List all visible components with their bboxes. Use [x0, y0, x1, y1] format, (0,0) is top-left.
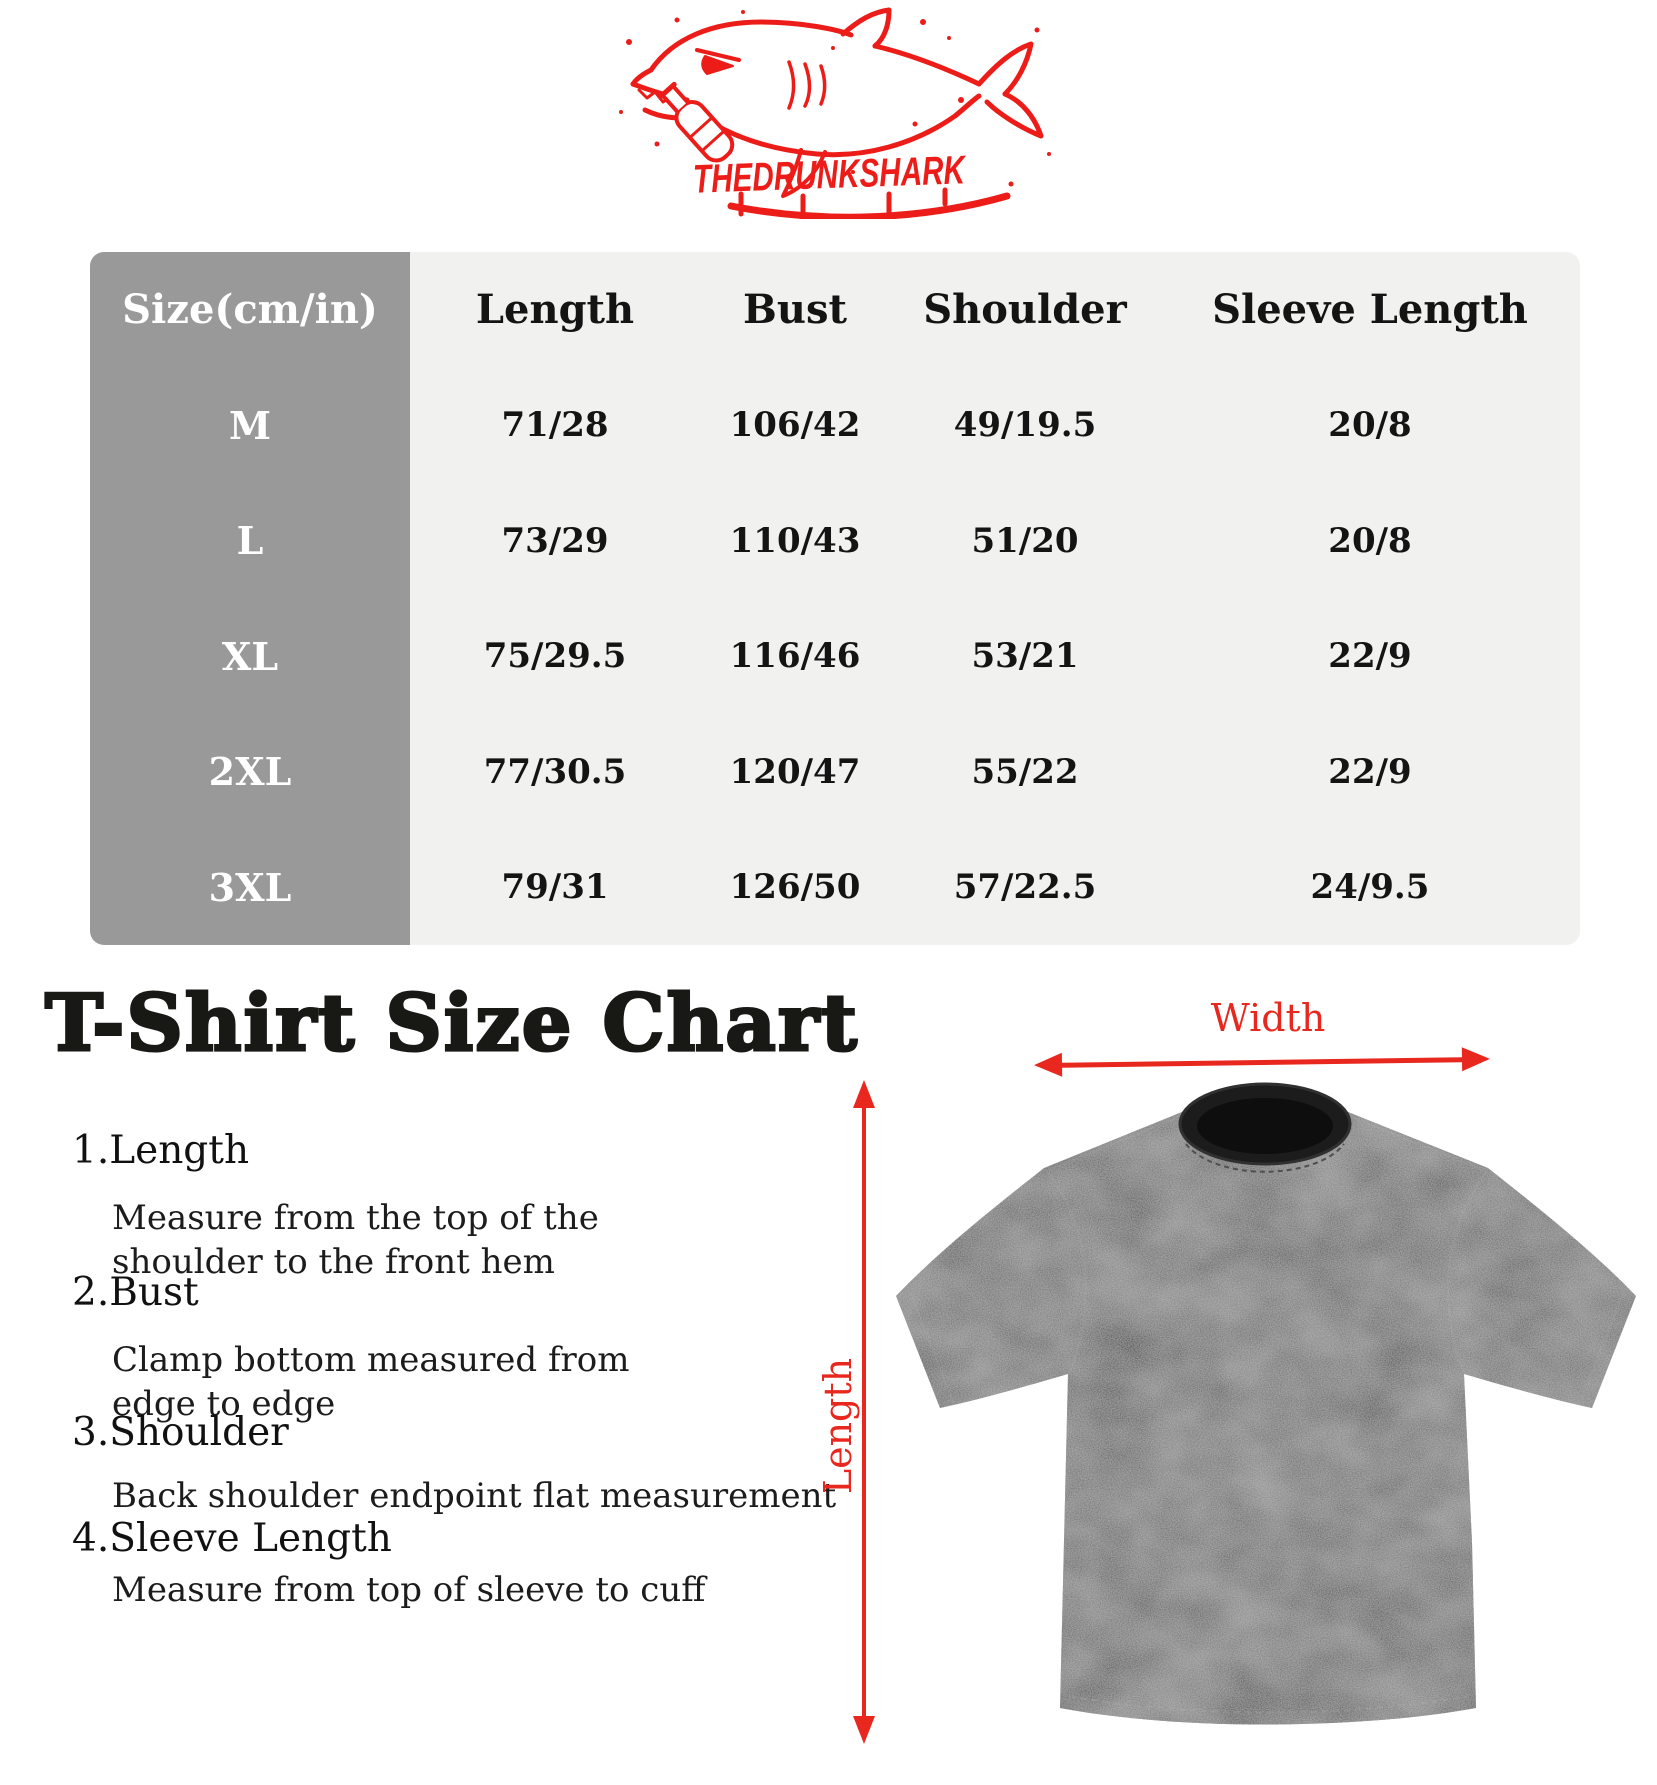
- arrow-bar: [862, 1098, 866, 1726]
- table-cell: 116/46: [729, 636, 861, 677]
- bottle-icon: [656, 80, 737, 165]
- size-label-m: M: [228, 402, 272, 448]
- table-cell: 24/9.5: [1310, 867, 1430, 908]
- col-header-bust: Bust: [743, 286, 847, 334]
- guide-desc-sleeve-length: [112, 1568, 705, 1612]
- size-label-xl: XL: [221, 633, 279, 679]
- table-cell: 22/9: [1328, 636, 1412, 677]
- table-cell: 73/29: [501, 520, 609, 561]
- shark-back-outline: [651, 22, 851, 70]
- table-cell: 79/31: [501, 867, 609, 908]
- tshirt-photo: [886, 1074, 1648, 1736]
- table-cell: 49/19.5: [953, 405, 1097, 446]
- table-cell: 57/22.5: [953, 867, 1097, 908]
- width-arrow: [1034, 1047, 1490, 1077]
- guide-desc-line: Clamp bottom measured from: [112, 1340, 630, 1380]
- guide-desc-line: edge to edge: [112, 1384, 336, 1424]
- size-label-2xl: 2XL: [208, 749, 292, 795]
- col-header-shoulder: Shoulder: [923, 286, 1127, 334]
- width-measure-label: Width: [1210, 996, 1326, 1040]
- arrow-bottom-head: [853, 1716, 875, 1744]
- guide-desc-line: Back shoulder endpoint flat measurement: [112, 1476, 837, 1516]
- size-column: [90, 252, 410, 945]
- table-cell: 22/9: [1328, 751, 1412, 792]
- table-cell: 53/21: [971, 636, 1079, 677]
- length-measure-label: Length: [816, 1357, 860, 1495]
- guide-desc-line: Measure from the top of the: [112, 1198, 599, 1238]
- length-arrow: [852, 1080, 876, 1744]
- logo-underline-swoosh: [731, 196, 1007, 217]
- size-label-l: L: [236, 518, 264, 564]
- arrow-bar: [1050, 1057, 1474, 1068]
- shark-gills: [789, 62, 825, 108]
- shark-snout: [633, 70, 651, 84]
- table-cell: 77/30.5: [483, 751, 627, 792]
- size-column-header: Size(cm/in): [122, 286, 378, 334]
- table-cell: 110/43: [729, 520, 861, 561]
- col-header-length: Length: [475, 286, 635, 334]
- guide-term-shoulder: 3.Shoulder: [72, 1410, 289, 1455]
- table-cell: 126/50: [729, 867, 861, 908]
- shark-dorsal-fin: [843, 10, 889, 46]
- table-cell: 75/29.5: [483, 636, 627, 677]
- brand-name-text: THEDRUNKSHARK: [692, 144, 1061, 202]
- col-header-sleeve-length: Sleeve Length: [1212, 286, 1528, 334]
- guide-desc-line: shoulder to the front hem: [112, 1242, 555, 1282]
- table-cell: 106/42: [729, 405, 861, 446]
- guide-term-sleeve-length: 4.Sleeve Length: [72, 1516, 392, 1561]
- guide-term-length: 1.Length: [72, 1128, 250, 1173]
- shark-belly-line: [701, 96, 979, 155]
- table-cell: 51/20: [971, 520, 1079, 561]
- table-cell: 55/22: [971, 751, 1079, 792]
- table-cell: 120/47: [729, 751, 861, 792]
- size-label-3xl: 3XL: [208, 864, 292, 910]
- table-cell: 20/8: [1328, 520, 1412, 561]
- guide-desc-shoulder: [112, 1474, 836, 1518]
- table-cell: 20/8: [1328, 405, 1412, 446]
- shark-tail-fin: [979, 44, 1031, 94]
- page-title: T-Shirt Size Chart: [45, 978, 859, 1069]
- guide-term-bust: 2.Bust: [72, 1270, 199, 1315]
- arrow-right-head: [1462, 1047, 1490, 1071]
- tshirt-body: [896, 1102, 1636, 1725]
- guide-desc-line: Measure from top of sleeve to cuff: [112, 1570, 706, 1610]
- measurements-panel: [410, 252, 1580, 945]
- size-table: [90, 252, 1580, 945]
- table-cell: 71/28: [501, 405, 609, 446]
- brand-shark-logo: [593, 4, 1063, 219]
